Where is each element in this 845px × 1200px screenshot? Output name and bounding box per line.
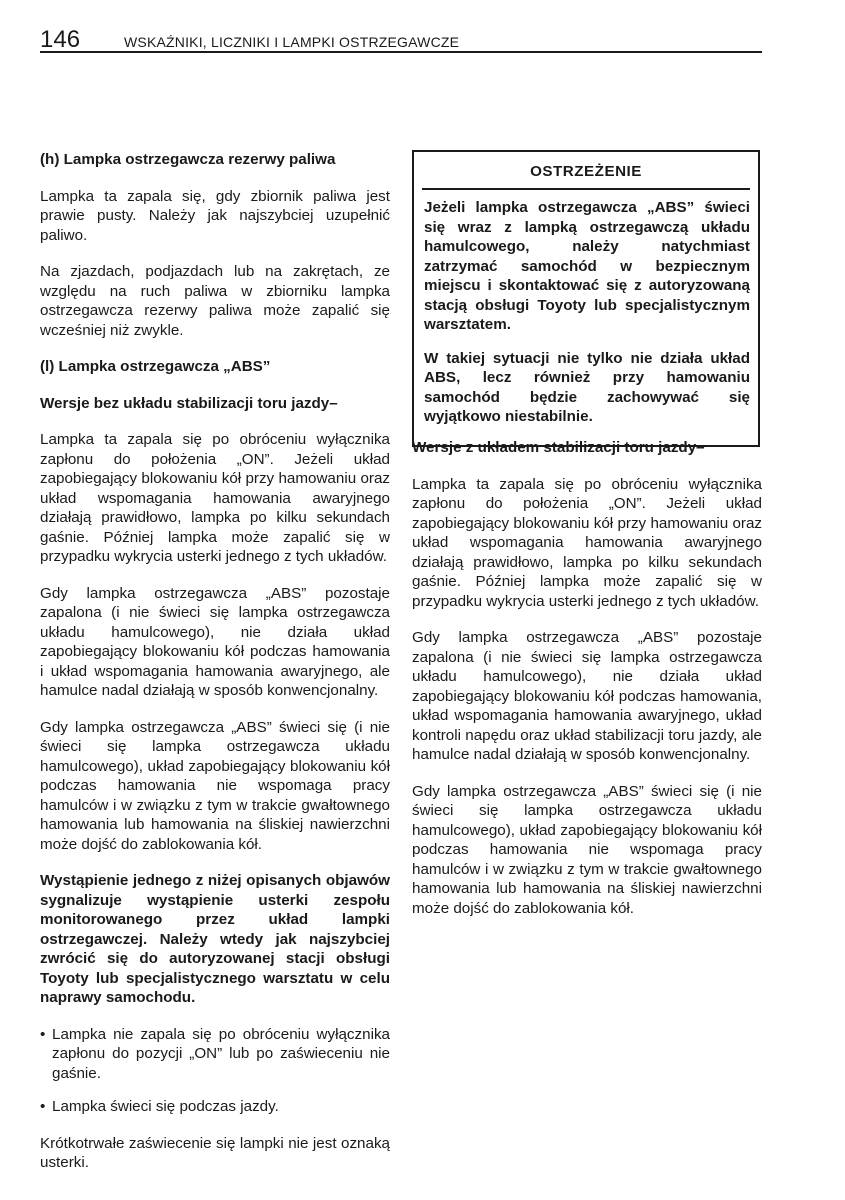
paragraph: Lampka ta zapala się po obróceniu wyłącznika zapłonu do położenia „ON”. Jeżeli układ zapobiegający blokowaniu kół przy hamowaniu oraz układ wspomagania hamowania awaryjnego działają prawidłowo, lampka po kilku sekundach gaśnie. Później lampka może zapalić się w przypadku wykrycia usterki jednego z tych układów. xyxy=(40,431,390,565)
list-item-text: Lampka nie zapala się po obróceniu wyłącznika zapłonu do pozycji „ON” lub po zaświeceniu nie gaśnie. xyxy=(52,1025,390,1082)
heading-fuel-reserve: (h) Lampka ostrzegawcza rezerwy paliwa xyxy=(40,151,336,168)
paragraph: Krótkotrwałe zaświecenie się lampki nie jest oznaką usterki. xyxy=(40,1134,390,1171)
paragraph: Gdy lampka ostrzegawcza „ABS” pozostaje zapalona (i nie świeci się lampka ostrzegawcza układu hamulcowego), nie działa układ zapobiegający blokowaniu kół podczas hamowania, układ wspomagania hamowania awaryjnego, układ kontroli napędu oraz układ stabilizacji toru jazdy, ale hamulce nadal działają w sposób konwencjonalny. xyxy=(412,629,762,763)
right-column xyxy=(412,438,762,935)
paragraph: Gdy lampka ostrzegawcza „ABS” pozostaje zapalona (i nie świeci się lampka ostrzegawcza układu hamulcowego), nie działa układ zapobiegający blokowaniu kół podczas hamowania i układ wspomagania hamowania awaryjnego, ale hamulce nadal działają w sposób konwencjonalny. xyxy=(40,584,390,699)
paragraph: Na zjazdach, podjazdach lub na zakrętach, ze względu na ruch paliwa w zbiorniku lampka ostrzegawcza rezerwy paliwa może zapalić się wcześniej niż zwykle. xyxy=(40,263,390,339)
paragraph: Gdy lampka ostrzegawcza „ABS” świeci się (i nie świeci się lampka ostrzegawcza układu hamulcowego), układ zapobiegający blokowaniu kół podczas hamowania nie wspomaga pracy hamulców i w związku z tym w trakcie gwałtownego hamowania lub hamowania na śliskiej nawierzchni może dojść do zablokowania kół. xyxy=(40,718,390,853)
running-head: WSKAŹNIKI, LICZNIKI I LAMPKI OSTRZEGAWCZE xyxy=(124,34,460,50)
paragraph: Lampka ta zapala się po obróceniu wyłącznika zapłonu do położenia „ON”. Jeżeli układ zapobiegający blokowaniu kół przy hamowaniu oraz układ wspomagania hamowania awaryjnego działają prawidłowo, lampka po kilku sekundach gaśnie. Później lampka może zapalić się w przypadku wykrycia usterki jednego z tych układów. xyxy=(412,475,762,610)
warning-box xyxy=(412,150,760,447)
warning-title: OSTRZEŻENIE xyxy=(530,163,642,180)
bullet-icon: • xyxy=(40,1098,46,1115)
page-number: 146 xyxy=(40,26,81,53)
list-item xyxy=(40,1097,390,1117)
header-rule xyxy=(40,51,762,53)
bullet-icon: • xyxy=(40,1025,46,1043)
list-item xyxy=(40,1025,390,1084)
paragraph: Lampka ta zapala się, gdy zbiornik paliwa jest prawie pusty. Należy jak najszybciej uzupełnić paliwo. xyxy=(40,187,390,244)
left-column xyxy=(40,150,390,1190)
bold-notice: Wystąpienie jednego z niżej opisanych objawów sygnalizuje wystąpienie usterki zespołu monitorowanego przez układ lampki ostrzegawczej. Należy wtedy jak najszybciej zwrócić się do autoryzowanej stacji obsługi Toyoty lub specjalistycznego warsztatu w celu naprawy samochodu. xyxy=(40,872,390,1006)
subheading-without-stability: Wersje bez układu stabilizacji toru jazdy– xyxy=(40,394,338,412)
warning-paragraph: Jeżeli lampka ostrzegawcza „ABS” świeci się wraz z lampką ostrzegawczą układu hamulcowego, należy natychmiast zatrzymać samochód w bezpiecznym miejscu i skontaktować się z autoryzowaną stacją obsługi Toyoty lub specjalistycznym warsztatem. xyxy=(424,199,750,333)
heading-abs-lamp: (l) Lampka ostrzegawcza „ABS” xyxy=(40,358,271,375)
paragraph: Gdy lampka ostrzegawcza „ABS” świeci się (i nie świeci się lampka ostrzegawcza układu hamulcowego), układ zapobiegający blokowaniu kół podczas hamowania nie wspomaga pracy hamulców i w związku z tym w trakcie gwałtownego hamowania lub hamowania na śliskiej nawierzchni może dojść do zablokowania kół. xyxy=(412,782,762,917)
warning-rule xyxy=(422,188,750,190)
warning-paragraph: W takiej sytuacji nie tylko nie działa układ ABS, lecz również przy hamowaniu samochód będzie zachowywać się wyjątkowo niestabilnie. xyxy=(424,349,750,425)
symptom-list xyxy=(40,1025,390,1117)
subheading-with-stability: Wersje z układem stabilizacji toru jazdy– xyxy=(412,439,705,456)
list-item-text: Lampka świeci się podczas jazdy. xyxy=(52,1098,279,1115)
